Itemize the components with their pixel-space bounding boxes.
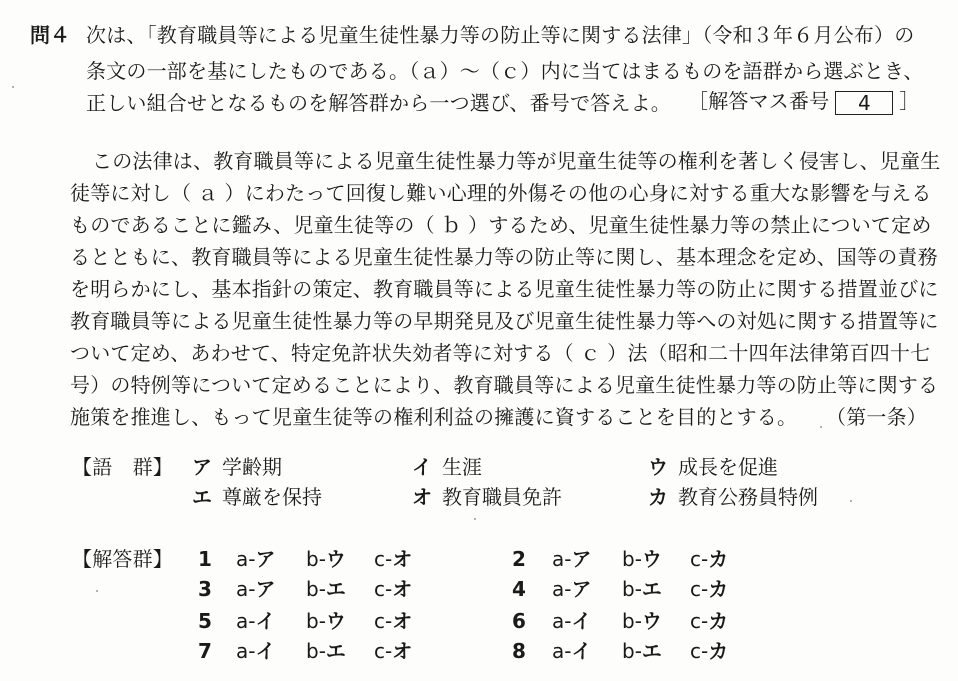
passage-line: 教育職員等による児童生徒性暴力等の早期発見及び児童生徒性暴力等への対処に関する措置等に bbox=[70, 309, 939, 333]
answer-option-number: 8 bbox=[512, 639, 526, 663]
question-lead-line-2: 条文の一部を基にしたものである。（ａ）〜（ｃ）内に当てはまるものを語群から選ぶとき、 bbox=[86, 59, 924, 83]
answer-group-label: 【解答群】 bbox=[72, 547, 173, 571]
passage-citation: （第一条） bbox=[826, 405, 927, 429]
answer-option-c: c-カ bbox=[690, 547, 729, 571]
answer-option-b: b-ウ bbox=[622, 547, 662, 571]
word-item-key: カ bbox=[648, 485, 668, 509]
answer-option-c: c-オ bbox=[374, 639, 413, 663]
answer-option-a: a-ア bbox=[552, 547, 592, 571]
passage-line: ついて定め、あわせて、特定免許状失効者等に対する（ ｃ ）法（昭和二十四年法律第百四十七 bbox=[70, 341, 931, 365]
scan-speck bbox=[12, 86, 14, 88]
scan-speck bbox=[820, 426, 822, 428]
passage-line: 号）の特例等について定めることにより、教育職員等による児童生徒性暴力等の防止等に関する bbox=[70, 373, 939, 397]
answer-option-c: c-オ bbox=[374, 609, 413, 633]
passage-line: るとともに、教育職員等による児童生徒性暴力等の防止等に関し、基本理念を定め、国等の責務 bbox=[70, 245, 938, 269]
answer-box-label-close: ］ bbox=[899, 89, 920, 113]
word-item-key: エ bbox=[192, 485, 212, 509]
word-item-text: 学齢期 bbox=[222, 455, 282, 479]
word-item bbox=[648, 484, 818, 510]
word-item-key: ウ bbox=[648, 455, 668, 479]
answer-option-a: a-イ bbox=[552, 639, 592, 663]
passage-line: 徒等に対し（ ａ ）にわたって回復し難い心理的外傷その他の心身に対する重大な影響を与える bbox=[70, 181, 932, 205]
question-lead-line-3: 正しい組合せとなるものを解答群から一つ選び、番号で答えよ。 bbox=[86, 91, 671, 115]
answer-option-number: 4 bbox=[512, 577, 526, 601]
passage-line: を明らかにし、基本指針の策定、教育職員等による児童生徒性暴力等の防止に関する措置並びに bbox=[70, 277, 939, 301]
scan-speck bbox=[850, 500, 852, 502]
answer-option-b: b-エ bbox=[306, 577, 346, 601]
word-item-key: オ bbox=[412, 485, 432, 509]
answer-option-b: b-ウ bbox=[306, 609, 346, 633]
word-item bbox=[412, 454, 482, 480]
word-group-label: 【語 群】 bbox=[72, 455, 173, 479]
word-item-text: 教育職員免許 bbox=[442, 485, 562, 509]
passage-line: この法律は、教育職員等による児童生徒性暴力等が児童生徒等の権利を著しく侵害し、児童生 bbox=[92, 149, 941, 173]
word-item bbox=[648, 454, 778, 480]
answer-option-b: b-エ bbox=[306, 639, 346, 663]
answer-box: 4 bbox=[835, 91, 893, 115]
word-item-text: 教育公務員特例 bbox=[678, 485, 818, 509]
answer-option-a: a-ア bbox=[236, 577, 276, 601]
answer-option-number: 2 bbox=[512, 547, 526, 571]
answer-option-a: a-ア bbox=[236, 547, 276, 571]
answer-option-number: 7 bbox=[198, 639, 212, 663]
answer-option-b: b-エ bbox=[622, 577, 662, 601]
scan-speck bbox=[96, 590, 98, 592]
answer-option-c: c-オ bbox=[374, 577, 413, 601]
passage-line: 施策を推進し、もって児童生徒等の権利利益の擁護に資することを目的とする。 bbox=[70, 405, 798, 429]
word-item-text: 生涯 bbox=[442, 455, 482, 479]
answer-box-label-open: ［解答マス番号 bbox=[688, 89, 830, 113]
answer-option-number: 6 bbox=[512, 609, 526, 633]
answer-option-a: a-イ bbox=[236, 639, 276, 663]
word-item-key: ア bbox=[192, 455, 212, 479]
word-item bbox=[192, 484, 322, 510]
answer-option-a: a-イ bbox=[236, 609, 276, 633]
word-item-text: 成長を促進 bbox=[678, 455, 778, 479]
answer-box-marker bbox=[688, 88, 920, 115]
answer-option-a: a-ア bbox=[552, 577, 592, 601]
answer-option-number: 5 bbox=[198, 609, 212, 633]
answer-option-c: c-オ bbox=[374, 547, 413, 571]
answer-option-b: b-ウ bbox=[622, 609, 662, 633]
answer-option-number: 1 bbox=[198, 547, 212, 571]
answer-option-c: c-カ bbox=[690, 639, 729, 663]
word-item bbox=[192, 454, 282, 480]
answer-option-number: 3 bbox=[198, 577, 212, 601]
word-item-text: 尊厳を保持 bbox=[222, 485, 322, 509]
word-item bbox=[412, 484, 562, 510]
answer-option-b: b-ウ bbox=[306, 547, 346, 571]
question-number: 問４ bbox=[30, 23, 70, 47]
answer-option-c: c-カ bbox=[690, 577, 729, 601]
answer-option-b: b-エ bbox=[622, 639, 662, 663]
answer-option-a: a-イ bbox=[552, 609, 592, 633]
word-item-key: イ bbox=[412, 455, 432, 479]
passage-line: ものであることに鑑み、児童生徒等の（ ｂ ）するため、児童生徒性暴力等の禁止について定め bbox=[70, 213, 932, 237]
question-lead-line-1: 次は、「教育職員等による児童生徒性暴力等の防止等に関する法律」（令和３年６月公布）の bbox=[86, 23, 915, 47]
answer-option-c: c-カ bbox=[690, 609, 729, 633]
scan-speck bbox=[474, 518, 476, 520]
